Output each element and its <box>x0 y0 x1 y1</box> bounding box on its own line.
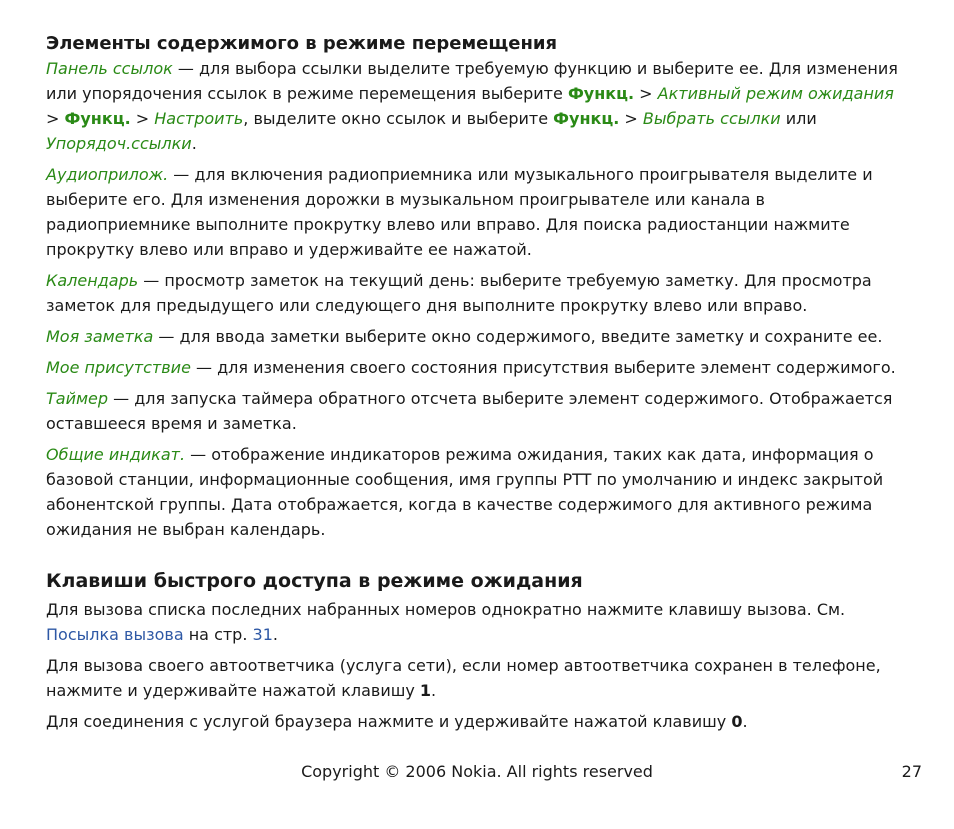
key-label: 1 <box>419 681 432 700</box>
link-page-number[interactable]: 31 <box>252 625 273 644</box>
term-timer: Таймер <box>46 389 109 408</box>
term-audio-apps: Аудиоприлож. <box>46 165 169 184</box>
copyright-notice: Copyright © 2006 Nokia. All rights reserved <box>301 762 653 781</box>
key-label: 0 <box>731 712 743 731</box>
section-heading-content-items: Элементы содержимого в режиме перемещения <box>46 33 558 54</box>
term-general-indicators: Общие индикат. <box>46 445 186 464</box>
term-my-note: Моя заметка <box>46 327 154 346</box>
term-my-presence: Мое присутствие <box>46 358 191 377</box>
paragraph-voice-mailbox: Для вызова своего автоответчика (услуга сети), если номер автоответчика сохранен в телефоне, нажмите и удерживайте нажатой клавишу 1. <box>46 656 881 700</box>
page-number: 27 <box>901 762 922 781</box>
page-content <box>46 32 908 740</box>
paragraph-timer: Таймер — для запуска таймера обратного отсчета выберите элемент содержимого. Отображается оставшееся время и заметка. <box>46 389 893 433</box>
paragraph-shortcuts-bar: Панель ссылок — для выбора ссылки выделите требуемую функцию и выберите ее. Для изменения или упорядочения ссылок в режиме перемещения выберите Функц. > Активный режим ожидания > Функц. > Настроить, выделите окно ссылок и выберите Функц. > Выбрать ссылки или Упорядоч.ссылки. <box>46 59 898 153</box>
paragraph-calendar: Календарь — просмотр заметок на текущий день: выберите требуемую заметку. Для просмотра заметок для предыдущего или следующего дня выполните прокрутку влево или вправо. <box>46 271 872 315</box>
paragraph-browser: Для соединения с услугой браузера нажмите и удерживайте нажатой клавишу 0. <box>46 712 748 731</box>
menu-option: Выбрать ссылки <box>642 109 781 128</box>
paragraph-audio-apps: Аудиоприлож. — для включения радиоприемника или музыкального проигрывателя выделите и выберите его. Для изменения дорожки в музыкальном проигрывателе или канала в радиоприемнике выполните прокрутку влево или вправо. Для поиска радиостанции нажмите прокрутку влево или вправо и удерживайте ее нажатой. <box>46 165 873 259</box>
link-make-call[interactable]: Посылка вызова <box>46 625 184 644</box>
paragraph-my-presence: Мое присутствие — для изменения своего состояния присутствия выберите элемент содержимого. <box>46 358 896 377</box>
term-calendar: Календарь <box>46 271 139 290</box>
menu-option: Активный режим ожидания <box>657 84 894 103</box>
menu-command: Функц. <box>567 84 635 103</box>
section-heading-shortcuts: Клавиши быстрого доступа в режиме ожидания <box>46 570 583 592</box>
paragraph-my-note: Моя заметка — для ввода заметки выберите окно содержимого, введите заметку и сохраните ее. <box>46 327 883 346</box>
menu-command: Функц. <box>64 109 131 128</box>
paragraph-call-list: Для вызова списка последних набранных номеров однократно нажмите клавишу вызова. См. Посылка вызова на стр. 31. <box>46 600 846 644</box>
menu-option: Упорядоч.ссылки <box>46 134 192 153</box>
page-footer <box>0 761 954 785</box>
term-shortcuts-bar: Панель ссылок <box>46 59 173 78</box>
menu-command: Функц. <box>553 109 620 128</box>
paragraph-general-indicators: Общие индикат. — отображение индикаторов режима ожидания, таких как дата, информация о базовой станции, информационные сообщения, имя группы PTT по умолчанию и индекс закрытой абонентской группы. Дата отображается, когда в качестве содержимого для активного режима ожидания не выбран календарь. <box>46 445 884 539</box>
menu-option: Настроить <box>154 109 244 128</box>
